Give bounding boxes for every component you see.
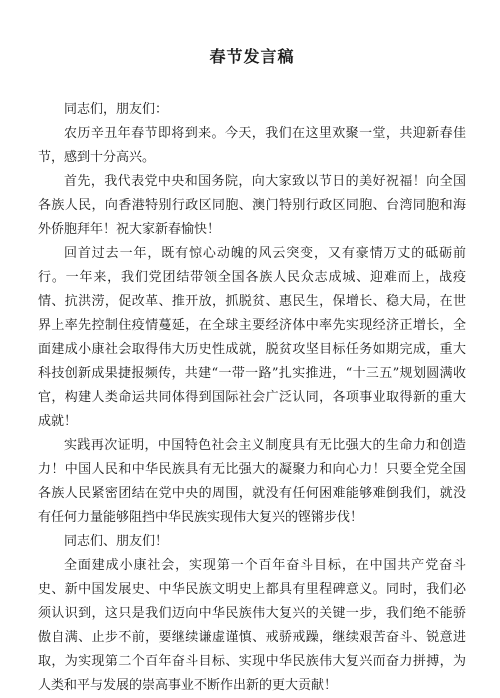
document-body (38, 98, 466, 698)
paragraph-opening: 农历辛丑年春节即将到来。今天，我们在这里欢聚一堂，共迎新春佳节，感到十分高兴。 (38, 126, 466, 165)
paragraph-greeting: 同志们，朋友们： (64, 102, 169, 117)
document-title: 春节发言稿 (209, 47, 295, 66)
paragraph-address: 同志们、朋友们！ (64, 534, 169, 549)
paragraph-moderate-prosperity: 全面建成小康社会，实现第一个百年奋斗目标，在中国共产党奋斗史、新中国发展史、中华民族文明史上都具有里程碑意义。同时，我们必须认识到，这只是我们迈向中华民族伟大复兴的关键一步，我们绝不能骄傲自满、止步不前，要继续谦虚谨慎、戒骄戒躁，继续艰苦奋斗、锐意进取，为实现第二个百年奋斗目标、实现中华民族伟大复兴而奋力拼搏，为人类和平与发展的崇高事业不断作出新的更大贡献！ (38, 558, 466, 693)
paragraph-review: 回首过去一年，既有惊心动魄的风云突变，又有豪情万丈的砥砺前行。一年来，我们党团结带领全国各族人民众志成城、迎难而上，战疫情、抗洪涝，促改革、推开放，抓脱贫、惠民生，保增长、稳大局，在世界上率先控制住疫情蔓延，在全球主要经济体中率先实现经济正增长，全面建成小康社会取得伟大历史性成就，脱贫攻坚目标任务如期完成，重大科技创新成果捷报频传，共建“一带一路”扎实推进，“十三五”规划圆满收官，构建人类命运共同体得到国际社会广泛认同，各项事业取得新的重大成就！ (38, 246, 466, 429)
paragraph-greetings-wishes: 首先，我代表党中央和国务院，向大家致以节日的美好祝福！向全国各族人民，向香港特别行政区同胞、澳门特别行政区同胞、台湾同胞和海外侨胞拜年！祝大家新春愉快！ (38, 174, 466, 237)
paragraph-practice-proves: 实践再次证明，中国特色社会主义制度具有无比强大的生命力和创造力！中国人民和中华民族具有无比强大的凝聚力和向心力！只要全党全国各族人民紧密团结在党中央的周围，就没有任何困难能够难倒我们，就没有任何力量能够阻挡中华民族实现伟大复兴的铿锵步伐！ (38, 438, 466, 525)
